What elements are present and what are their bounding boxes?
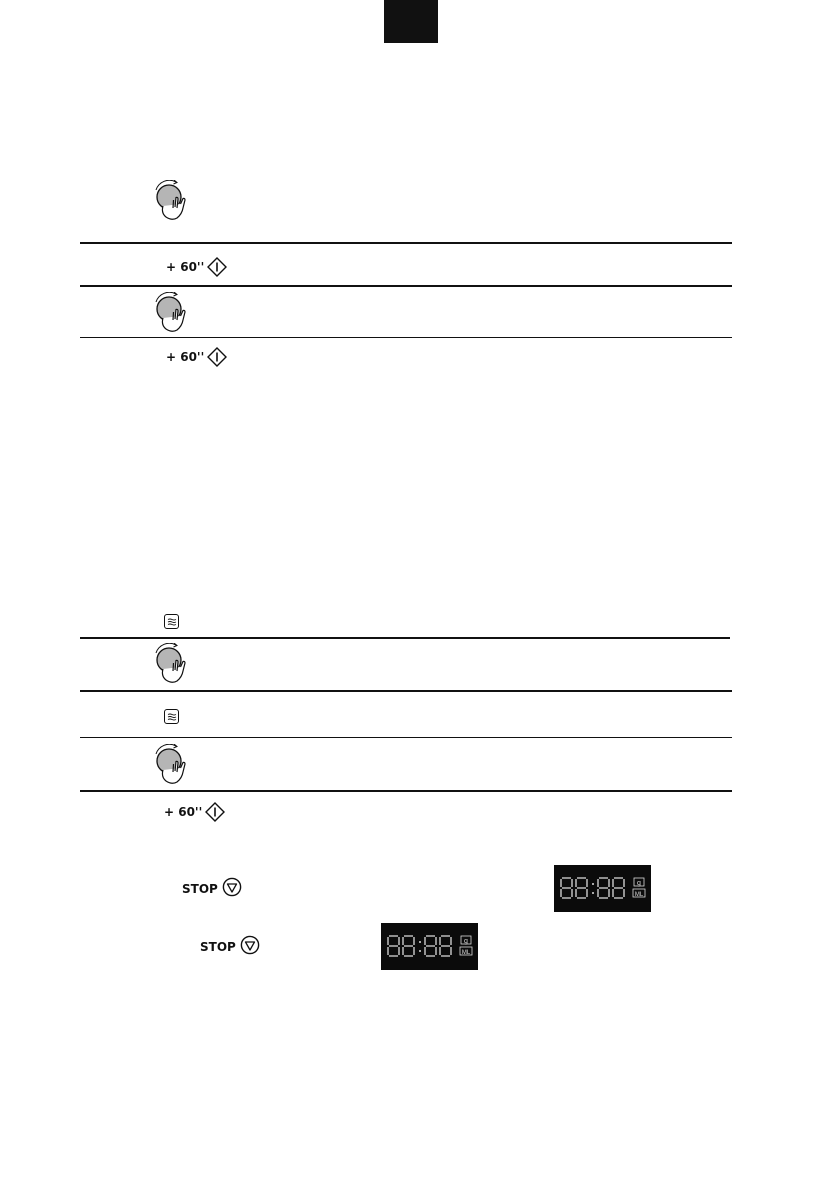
stop-label: STOP xyxy=(200,939,236,954)
stop-icon xyxy=(240,935,260,958)
start-icon xyxy=(207,257,227,277)
menu-button-icon xyxy=(164,614,179,629)
page-tab-marker xyxy=(384,0,438,43)
display-badge-ml: ML xyxy=(634,892,644,898)
stop-icon xyxy=(222,877,242,900)
plus-60-start-button xyxy=(164,802,225,822)
plus-60-start-button xyxy=(166,347,227,367)
plus-60-start-button xyxy=(166,257,227,277)
divider xyxy=(80,285,732,287)
plus-60-label: + 60'' xyxy=(164,805,203,819)
start-icon xyxy=(207,347,227,367)
led-display xyxy=(554,865,651,912)
stop-label: STOP xyxy=(182,881,218,896)
rotary-knob-icon xyxy=(152,744,188,786)
divider xyxy=(80,690,732,692)
rotary-knob-icon xyxy=(152,180,188,222)
display-badge-g: g xyxy=(464,938,468,945)
plus-60-label: + 60'' xyxy=(166,350,205,364)
rotary-knob-icon xyxy=(152,292,188,334)
display-badge-g: g xyxy=(637,880,641,887)
divider xyxy=(80,337,732,338)
divider xyxy=(80,242,732,244)
led-digits-icon xyxy=(554,865,651,912)
stop-button xyxy=(200,935,260,958)
plus-60-label: + 60'' xyxy=(166,260,205,274)
divider xyxy=(80,637,730,639)
divider xyxy=(80,737,732,738)
rotary-knob-icon xyxy=(152,643,188,685)
display-badge-ml: ML xyxy=(461,950,471,956)
start-icon xyxy=(205,802,225,822)
menu-button-icon xyxy=(164,709,179,724)
stop-button xyxy=(182,877,242,900)
led-digits-icon xyxy=(381,923,478,970)
led-display xyxy=(381,923,478,970)
divider xyxy=(80,790,732,792)
